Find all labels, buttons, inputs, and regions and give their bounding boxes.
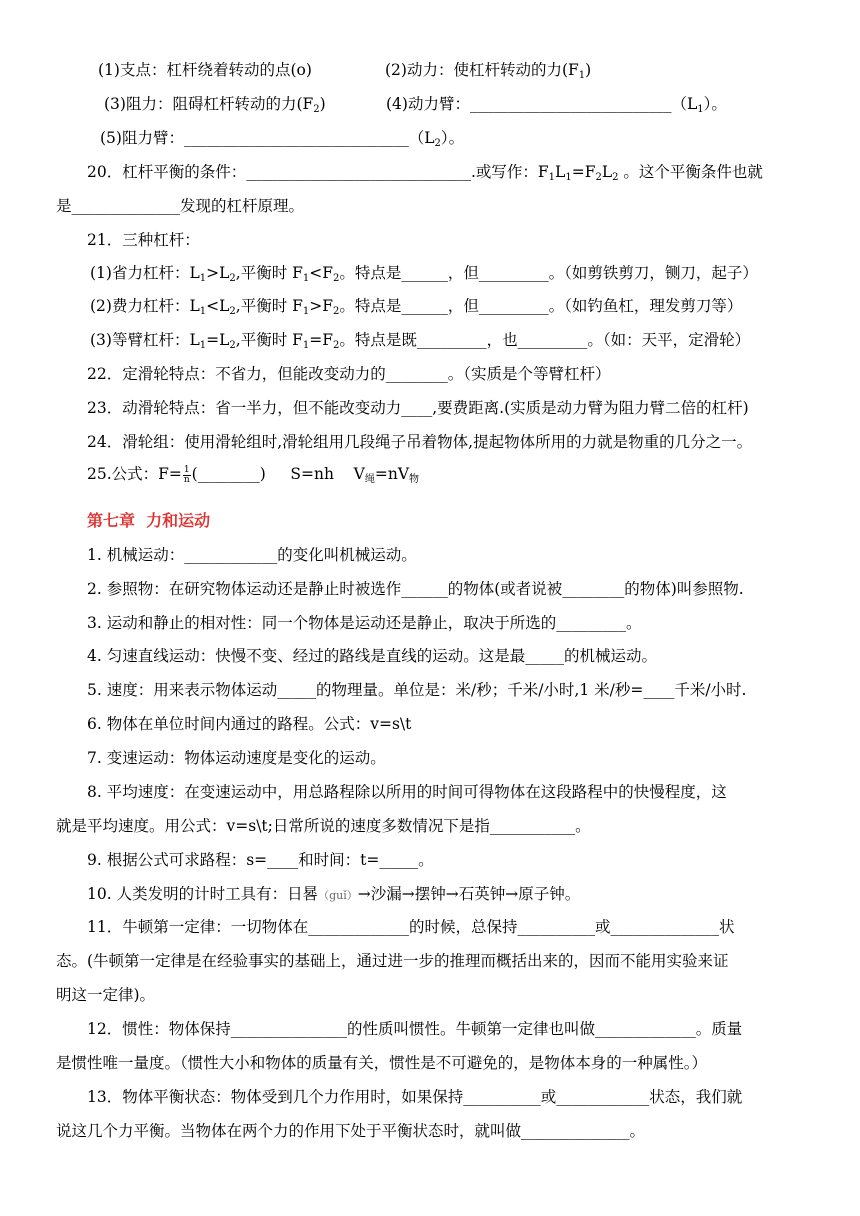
- lever-type-text: 。特点是______，但_________。（如剪铁剪刀，铡刀，起子）: [339, 264, 758, 282]
- item-20-text: 20．杠杆平衡的条件：_____________________________.或写作：F: [87, 163, 549, 181]
- lever-type-text: >F: [309, 297, 334, 315]
- lever-line-2: [104, 94, 326, 114]
- ch7-item-2: [87, 579, 744, 599]
- lever-type-text: <L: [206, 297, 230, 315]
- item-24-text: 24．滑轮组：使用滑轮组时,滑轮组用几段绳子吊着物体,提起物体所用的力就是物重的几分之一。: [87, 433, 753, 451]
- subscript: 1: [548, 172, 556, 183]
- subscript: 2: [333, 273, 340, 284]
- resistance-end: ): [319, 95, 326, 113]
- resistance-text: (3)阻力：阻碍杠杆转动的力(F: [104, 95, 314, 113]
- pinyin-annotation: （guǐ）: [318, 889, 358, 902]
- ch7-item-11b: [56, 951, 729, 971]
- lever-line-3: [100, 128, 464, 148]
- item-24: [87, 432, 752, 452]
- ch7-item-13b: [56, 1121, 645, 1141]
- lever-type-text: <F: [309, 264, 334, 282]
- item-25-text: 25.公式：F=: [87, 465, 182, 483]
- effort-end: ): [585, 61, 592, 79]
- subscript: 2: [229, 273, 236, 284]
- ch7-item-13a: [87, 1087, 742, 1107]
- lever-type-text: ,平衡时 F: [235, 297, 303, 315]
- ch7-text: 13．物体平衡状态：物体受到几个力作用时，如果保持__________或____________状态，我们就: [87, 1088, 743, 1106]
- subscript: 2: [333, 340, 340, 351]
- lever-type-text: 。特点是既_________，也_________。（如：天平，定滑轮）: [339, 331, 751, 349]
- ch7-item-11a: [87, 917, 734, 937]
- item-22: [87, 364, 610, 384]
- ch7-item-5: [87, 680, 747, 700]
- ch7-item-10: [87, 884, 580, 906]
- lever-type-text: (3)等臂杠杆：L: [90, 331, 200, 349]
- item-22-text: 22．定滑轮特点：不省力，但能改变动力的________。（实质是个等臂杠杆）: [87, 365, 611, 383]
- subscript: 1: [578, 70, 586, 81]
- ch7-item-8a: [87, 782, 727, 802]
- ch7-text: 就是平均速度。用公式：v=s\t;日常所说的速度多数情况下是指___________。: [56, 817, 591, 835]
- item-20-part: L: [601, 163, 613, 181]
- subscript: 1: [302, 340, 310, 351]
- ch7-text: 1. 机械运动：____________的变化叫机械运动。: [87, 546, 417, 564]
- ch7-text: 4. 匀速直线运动：快慢不变、经过的路线是直线的运动。这是最_____的机械运动。: [87, 647, 657, 665]
- item-21-3: [90, 330, 750, 350]
- ch7-text: →沙漏→摆钟→石英钟→原子钟。: [357, 885, 581, 903]
- ch7-text: 9. 根据公式可求路程：s=____和时间：t=_____。: [87, 851, 434, 869]
- item-25-text: (________) S=nh V: [191, 465, 365, 483]
- subscript: 物: [409, 474, 420, 485]
- ch7-item-6: [87, 714, 411, 734]
- chapter-title: [87, 511, 210, 531]
- subscript: 绳: [364, 474, 375, 485]
- subscript: 1: [199, 306, 207, 317]
- fraction-numerator: 1: [183, 464, 190, 475]
- subscript: 2: [313, 104, 320, 115]
- ch7-item-1: [87, 545, 417, 565]
- ch7-item-12b: [56, 1053, 707, 1073]
- subscript: 2: [229, 306, 236, 317]
- fraction-denominator: n: [183, 474, 190, 485]
- chapter-title-text: 第七章 力和运动: [87, 511, 211, 530]
- lever-type-text: ,平衡时 F: [235, 264, 303, 282]
- lever-type-text: (2)费力杠杆：L: [90, 297, 200, 315]
- ch7-text: 2. 参照物：在研究物体运动还是静止时被选作______的物体(或者说被________的物体)叫参照物.: [87, 580, 744, 598]
- lever-line-2b: [386, 94, 727, 114]
- subscript: 1: [199, 340, 207, 351]
- ch7-text: 6. 物体在单位时间内通过的路程。公式：v=s\t: [87, 715, 412, 733]
- subscript: 1: [199, 273, 207, 284]
- lever-type-text: =L: [206, 331, 230, 349]
- subscript: 2: [333, 306, 340, 317]
- subscript: 2: [595, 172, 602, 183]
- item-20-text-2: 是______________发现的杠杆原理。: [56, 197, 305, 215]
- ch7-item-12a: [87, 1019, 742, 1039]
- lever-type-text: (1)省力杠杆：L: [90, 264, 200, 282]
- ch7-text: 3. 运动和静止的相对性：同一个物体是运动还是静止，取决于所选的_________。: [87, 614, 642, 632]
- subscript: 2: [612, 172, 619, 183]
- ch7-text: 12．惯性：物体保持_______________的性质叫惯性。牛顿第一定律也叫做_____________。质量: [87, 1020, 743, 1038]
- ch7-item-7: [87, 748, 386, 768]
- resistance-arm-text: (5)阻力臂：_____________________________（L: [100, 129, 435, 147]
- ch7-text: 是惯性唯一量度。（惯性大小和物体的质量有关，惯性是不可避免的，是物体本身的一种属性。）: [56, 1054, 708, 1072]
- ch7-item-9: [87, 850, 434, 870]
- lever-type-text: >L: [206, 264, 230, 282]
- subscript: 1: [302, 306, 310, 317]
- fulcrum-text: (1)支点：杠杆绕着转动的点(o): [98, 61, 312, 79]
- lever-line-1b: [385, 60, 591, 80]
- item-20-part: =F: [571, 163, 596, 181]
- item-25-text: =nV: [374, 465, 410, 483]
- item-21-text: 21．三种杠杆：: [87, 231, 200, 249]
- item-21-heading: [87, 230, 200, 250]
- item-21-1: [90, 263, 758, 283]
- ch7-text: 态。(牛顿第一定律是在经验事实的基础上，通过进一步的推理而概括出来的，因而不能用实验来证: [56, 952, 729, 970]
- item-20-line-2: [56, 196, 304, 216]
- effort-text: (2)动力：使杠杆转动的力(F: [385, 61, 579, 79]
- ch7-text: 7. 变速运动：物体运动速度是变化的运动。: [87, 749, 386, 767]
- ch7-item-4: [87, 646, 657, 666]
- item-23: [87, 398, 749, 418]
- ch7-text: 明这一定律)。: [56, 986, 156, 1004]
- item-20-part: L: [555, 163, 566, 181]
- ch7-text: 5. 速度：用来表示物体运动_____的物理量。单位是：米/秒；千米/小时,1 米/秒=____千米/小时.: [87, 681, 747, 699]
- subscript: 2: [434, 138, 441, 149]
- item-21-2: [90, 296, 742, 316]
- effort-arm-end: ）。: [703, 95, 727, 113]
- subscript: 2: [229, 340, 236, 351]
- lever-type-text: ,平衡时 F: [235, 331, 303, 349]
- subscript: 1: [302, 273, 310, 284]
- fraction: [183, 466, 191, 485]
- effort-arm-text: (4)动力臂：__________________________（L: [386, 95, 698, 113]
- subscript: 1: [697, 104, 704, 115]
- ch7-text: 11．牛顿第一定律：一切物体在_____________的时候，总保持__________或______________状: [87, 918, 735, 936]
- lever-type-text: 。特点是______，但_________。（如钓鱼杠，理发剪刀等）: [339, 297, 743, 315]
- item-20-end: 。这个平衡条件也就: [618, 163, 763, 181]
- ch7-text: 说这几个力平衡。当物体在两个力的作用下处于平衡状态时，就叫做______________。: [56, 1122, 646, 1140]
- ch7-item-11c: [56, 985, 155, 1005]
- lever-line-1: [98, 60, 312, 80]
- ch7-item-3: [87, 613, 641, 633]
- item-25: [87, 464, 419, 485]
- ch7-text: 8. 平均速度：在变速运动中，用总路程除以所用的时间可得物体在这段路程中的快慢程度，这: [87, 783, 727, 801]
- ch7-text: 10. 人类发明的计时工具有：日晷: [87, 885, 319, 903]
- lever-type-text: =F: [309, 331, 334, 349]
- resistance-arm-end: ）。: [440, 129, 465, 147]
- ch7-item-8b: [56, 816, 591, 836]
- item-23-text: 23．动滑轮特点：省一半力，但不能改变动力____,要费距离.(实质是动力臂为阻力臂二倍的杠杆): [87, 399, 749, 417]
- subscript: 1: [565, 172, 572, 183]
- item-20-line-1: [87, 162, 763, 182]
